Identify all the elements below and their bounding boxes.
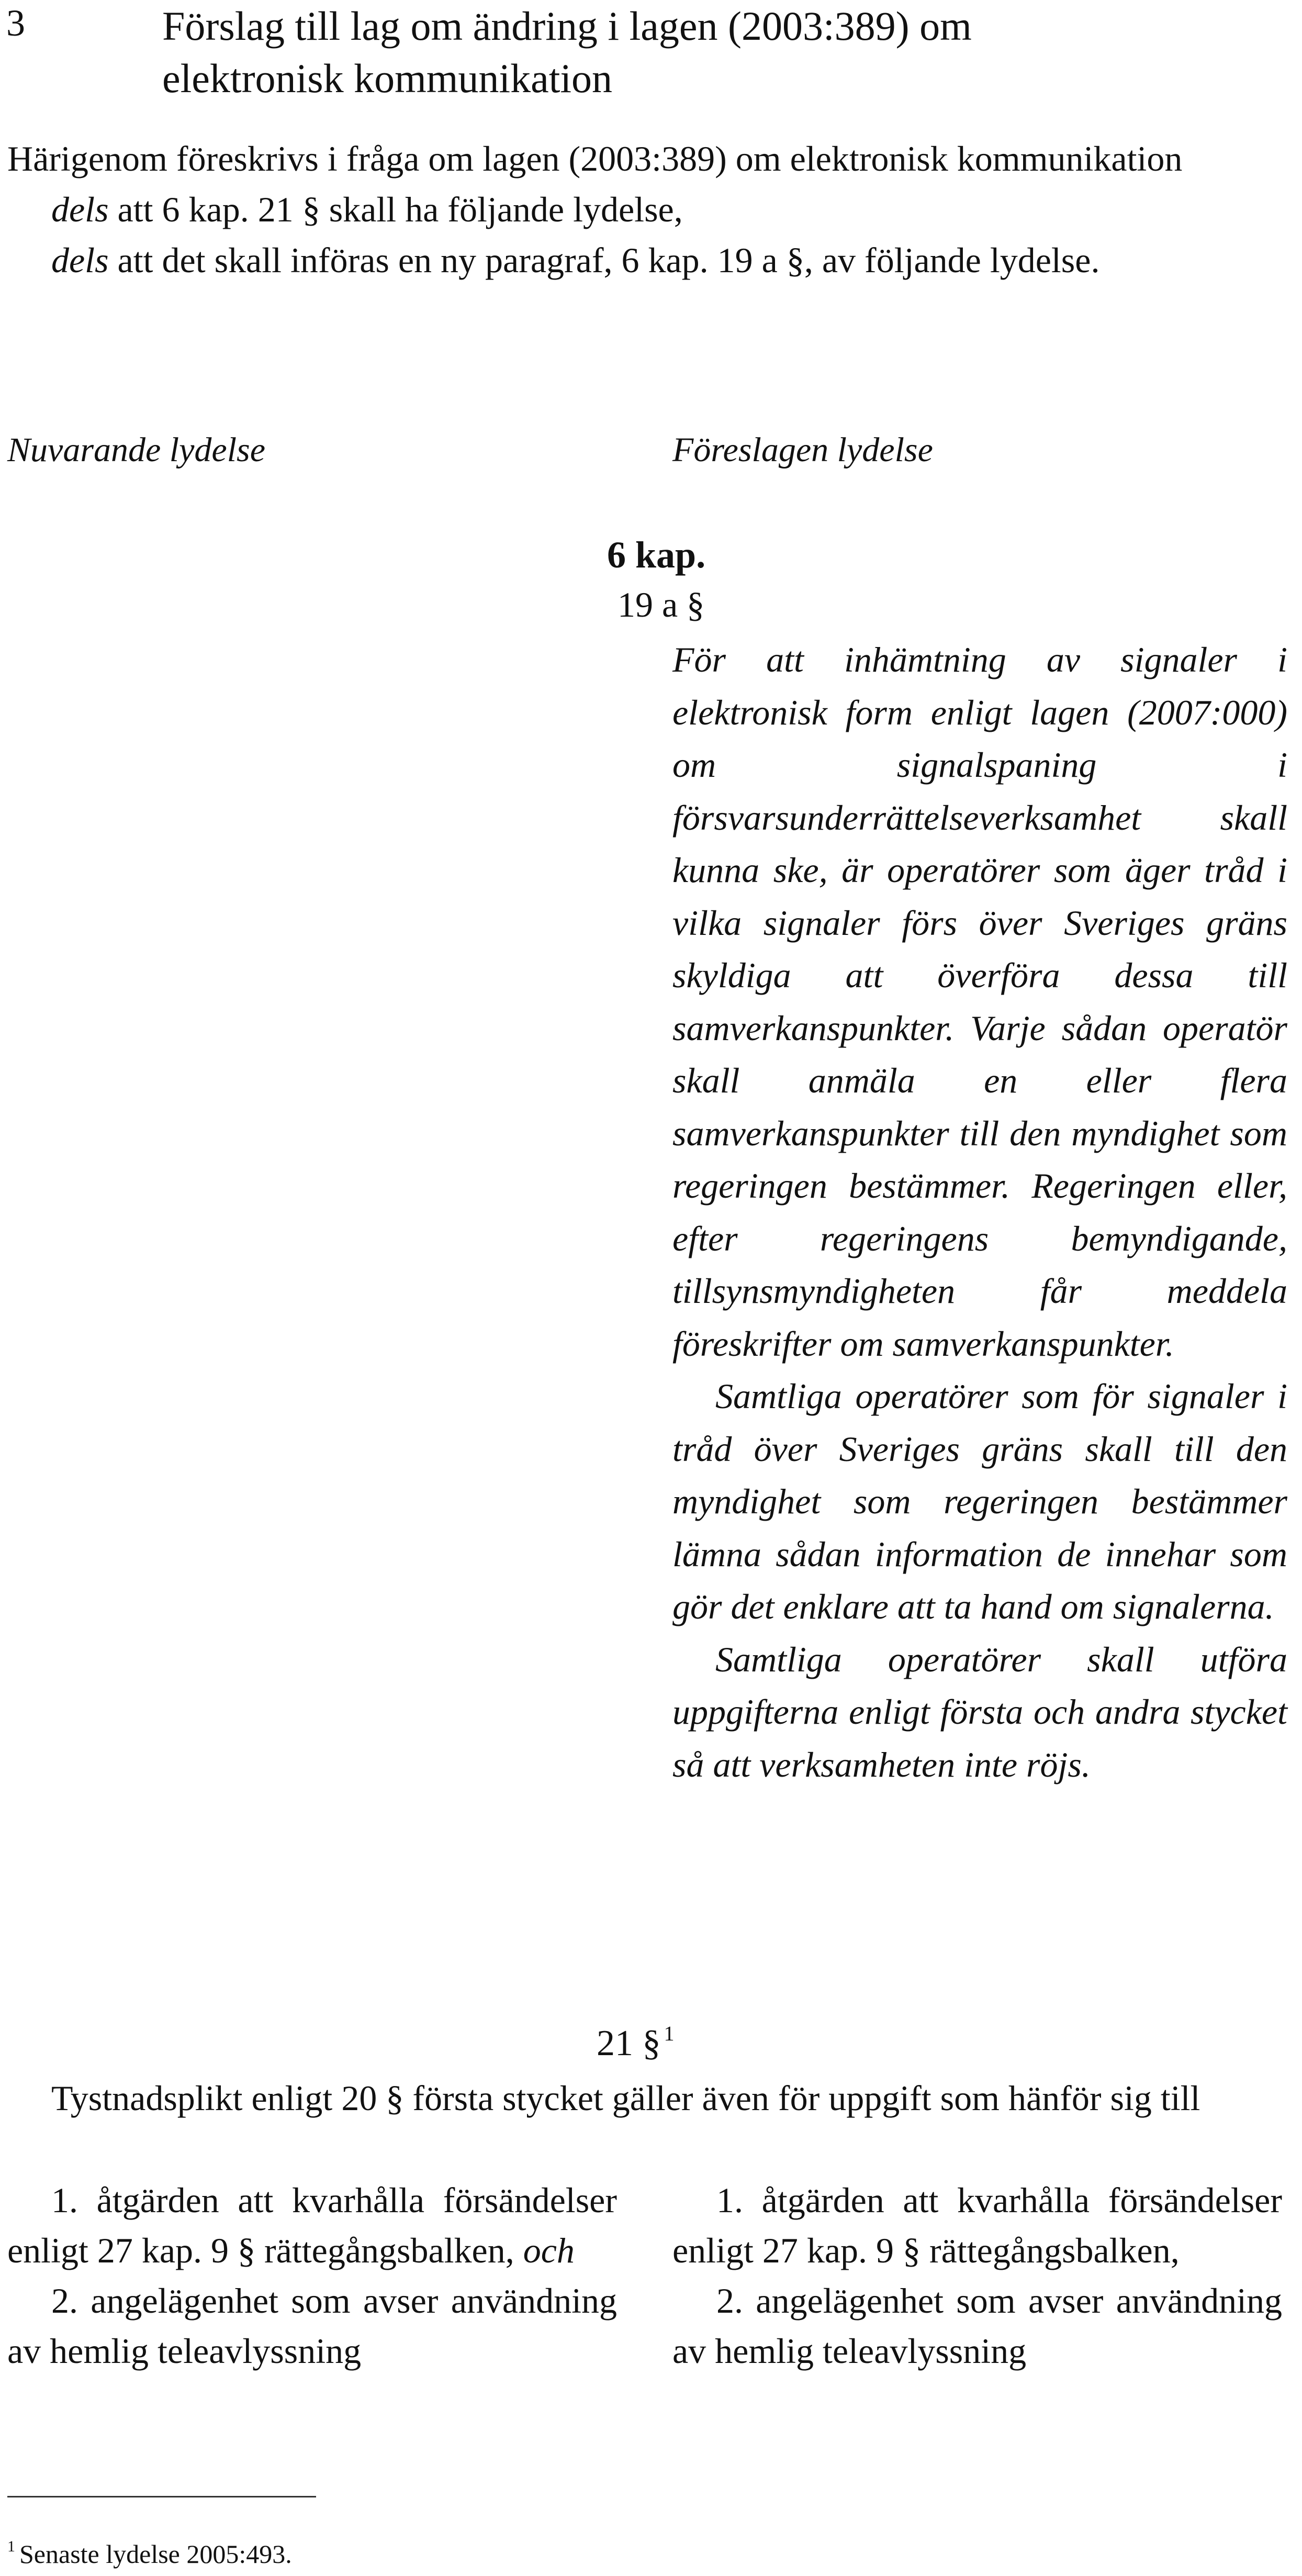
paragraph-19a-text (672, 633, 1287, 1791)
paragraph-19a-part-2: Samtliga operatörer som för signaler i tråd över Sveriges gräns skall till den myndighet som regeringen bestämmer lämna sådan information de innehar som gör det enklare att ta hand om signalerna. (672, 1376, 1287, 1626)
dels-2-text: att det skall införas en ny paragraf, 6 kap. 19 a §, av följande lydelse. (108, 240, 1100, 280)
paragraph-19a-part-3: Samtliga operatörer skall utföra uppgifterna enligt första och andra stycket så att verksamheten inte röjs. (672, 1639, 1287, 1785)
dels-emphasis: dels (51, 240, 109, 280)
section-number: 3 (6, 2, 25, 44)
proposed-item-2: 2. angelägenhet som avser användning av hemlig teleavlyssning (672, 2281, 1282, 2371)
section-title-line-2: elektronisk kommunikation (162, 55, 613, 101)
paragraph-21-heading (597, 2010, 675, 2067)
intro-dels-2 (7, 235, 1284, 286)
paragraph-19a-heading: 19 a § (618, 585, 705, 625)
footnote-reference: 1 (664, 2022, 675, 2045)
footnote-divider (7, 2496, 316, 2497)
current-wording-column (7, 2175, 617, 2376)
footnote (7, 2528, 292, 2572)
paragraph-21-common-text (7, 2073, 1284, 2123)
dels-1-text: att 6 kap. 21 § skall ha följande lydelse, (108, 189, 683, 229)
intro-block (7, 133, 1284, 286)
current-item-1-italic: och (514, 2231, 575, 2270)
current-item-1 (7, 2175, 617, 2276)
paragraph-19a-part-1: För att inhämtning av signaler i elektronisk form enligt lagen (2007:000) om signalspaning i försvarsunderrättelseverksamhet skall kunna ske, är operatörer som äger tråd i vilka signaler förs över Sveriges gräns skyldiga att överföra dessa till samverkanspunkter. Varje sådan operatör skall anmäla en eller flera samverkanspunkter till den myndighet som regeringen bestämmer. Regeringen eller, efter regeringens bemyndigande, tillsynsmyndigheten får meddela föreskrifter om samverkanspunkter. (672, 640, 1287, 1364)
paragraph-21-label: 21 § (597, 2023, 661, 2064)
chapter-heading: 6 kap. (607, 534, 706, 576)
section-title (162, 0, 1287, 105)
intro-line: Härigenom föreskrivs i fråga om lagen (2003:389) om elektronisk kommunikation (7, 139, 1183, 179)
intro-dels-1 (7, 184, 1284, 235)
footnote-number: 1 (7, 2538, 15, 2555)
section-title-line-1: Förslag till lag om ändring i lagen (2003:389) om (162, 3, 972, 49)
dels-emphasis: dels (51, 189, 109, 229)
paragraph-21-intro: Tystnadsplikt enligt 20 § första stycket gäller även för uppgift som hänför sig till (51, 2078, 1200, 2118)
proposed-item-1: 1. åtgärden att kvarhålla försändelser enligt 27 kap. 9 § rättegångsbalken, (672, 2180, 1282, 2270)
proposed-wording-heading: Föreslagen lydelse (672, 431, 933, 469)
current-item-1-text: 1. åtgärden att kvarhålla försändelser enligt 27 kap. 9 § rättegångsbalken, (7, 2180, 617, 2270)
current-item-2: 2. angelägenhet som avser användning av hemlig teleavlyssning (7, 2281, 617, 2371)
proposed-wording-column (672, 2175, 1282, 2376)
footnote-text: Senaste lydelse 2005:493. (19, 2539, 292, 2569)
current-wording-heading: Nuvarande lydelse (7, 431, 266, 469)
